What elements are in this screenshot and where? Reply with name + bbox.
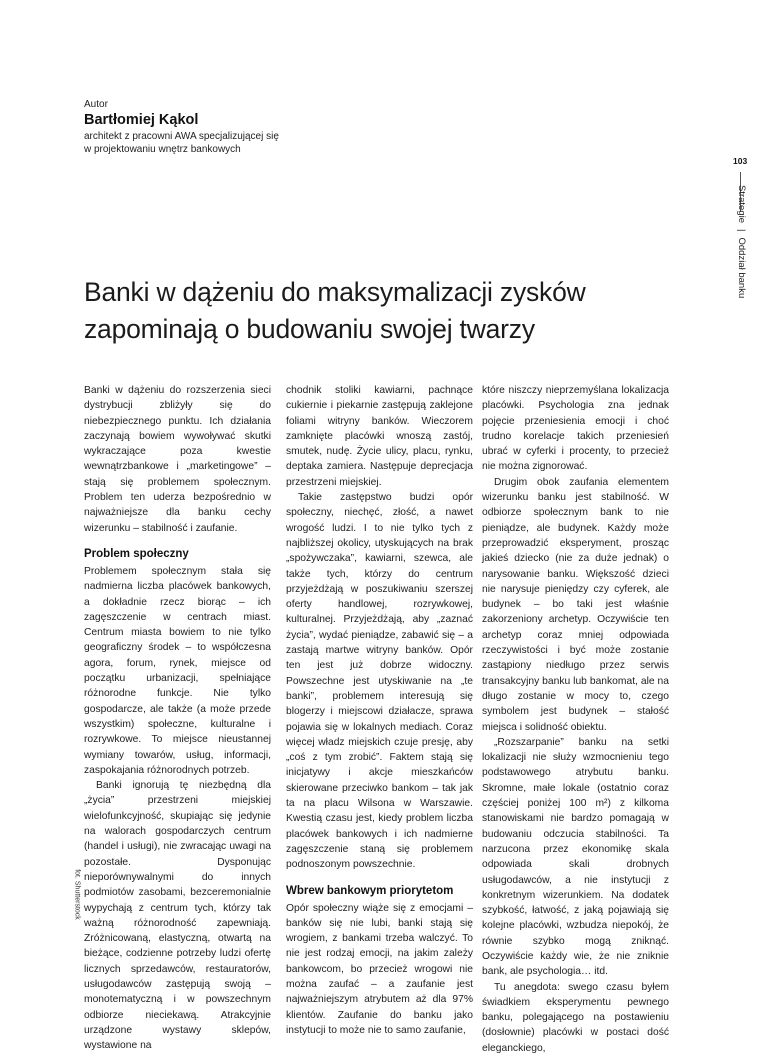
headline-line1: Banki w dążeniu do maksymalizacji zysków: [84, 277, 586, 307]
body-paragraph: Banki ignorują tę niezbędną dla „życia” przestrzeni miejskiej wielofunkcyjność, skupiając się jedynie na walorach gospodarczych centrum (handel i usługi), nie zwracając uwagi na pozostałe. Dysponując nieporównywalnymi do innych podmiotów zasobami, bezceremonialnie wypychają z centrum tych, którzy tak ważną różnorodność zapewniają. Zróżnicowaną, elastyczną, otwartą na bieżące, codzienne potrzeby ludzi ofertę licznych sprzedawców, restauratorów, usługodawców zastępują swoją – monotematyczną i w powszechnym odbiorze nieciekawą. Atrakcyjnie urządzone wystawy sklepów, wystawione na: [84, 780, 271, 1052]
body-paragraph: chodnik stoliki kawiarni, pachnące cukiernie i piekarnie zastępują zaklejone foliami witryny banków. Wieczorem zamknięte placówki wnoszą zastój, smutek, nudę. Życie ulicy, placu, rynku, deptaka zamiera. Następuje deprecjacja przestrzeni miejskiej.: [286, 385, 473, 488]
body-paragraph: Problemem społecznym stała się nadmierna liczba placówek bankowych, a dokładnie rzecz biorąc – ich zagęszczenie w centrach miast. Centrum miasta bowiem to nie tylko geograficzny środek – to współczesna agora, forum, rynek, miejsce od początku urbanizacji, spełniające różnorodne funkcje. Nie tylko gospodarcze, ale także (a może przede wszystkim) społeczne, kulturalne i rozrywkowe. To miejsce nieustannej wymiany towarów, usług, informacji, zaspokajania różnorodnych potrzeb.: [84, 565, 271, 776]
page-number: 103: [733, 156, 748, 166]
photo-credit-text: fot. Shutterstock: [73, 869, 81, 920]
section-header: [733, 185, 747, 345]
author-block: [84, 98, 384, 156]
section-separator: |: [736, 229, 747, 232]
section-category: Strategie: [736, 185, 747, 224]
body-paragraph: Opór społeczny wiąże się z emocjami – banków się nie lubi, banki stają się wrogiem, z bankami trzeba walczyć. To nie jest rodzaj emocji, na jakim zależy bankowcom, bo przecież wrogowi nie można zaufać – a zaufanie jest najważniejszym atrybutem aż dla 97% klientów. Zaufanie do banku jako instytucji to może nie to samo zaufanie,: [286, 902, 473, 1036]
article-headline: [84, 274, 644, 348]
headline-line2: zapominają o budowaniu swojej twarzy: [84, 314, 535, 344]
photo-credit: [71, 853, 83, 943]
body-paragraph: Drugim obok zaufania elementem wizerunku banku jest stabilność. W odbiorze społecznym bank to nie pieniądze, ale budynek. Każdy może przeprowadzić eksperyment, prosząc jakieś dziecko (nie za duże jednak) o narysowanie banku. Większość dzieci nie narysuje pieniędzy czy cyferek, ale budynek – bo taki jest właśnie zakorzeniony archetyp. Oczywiście ten archetyp coraz mniej odpowiada rzeczywistości i być może zostanie zastąpiony niedługo przez serwis transakcyjny banku lub bankomat, ale na długo zostanie w mocy to, czego symbolem jest budynek – stałość miejsca i solidność obiektu.: [482, 476, 669, 733]
lead-paragraph: Banki w dążeniu do rozszerzenia sieci dystrybucji zbliżyły się do niebezpiecznego punktu. Ich działania zaczynają bowiem wywoływać skutki wykraczające poza kwestie wewnątrzbankowe i „marketingowe” – stają się problemem społecznym. Problem ten uderza bezpośrednio w najważniejsze dla banku cechy wizerunku – stabilność i zaufanie.: [84, 385, 271, 534]
body-paragraph: które niszczy nieprzemyślana lokalizacja placówki. Psychologia zna jednak pojęcie przeniesienia emocji i choć trudno korelacje takich przeniesień ubrać w cyferki i procenty, to przecież nie można zignorować.: [482, 385, 669, 473]
body-paragraph: Tu anegdota: swego czasu byłem świadkiem eksperymentu pewnego banku, polegającego na postawieniu (dosłownie) placówki w postaci dość eleganckiego,: [482, 981, 669, 1054]
text-column-1: [84, 383, 271, 1053]
author-name: Bartłomiej Kąkol: [84, 112, 199, 128]
section-subcategory: Oddział banku: [736, 237, 747, 299]
text-column-2: [286, 383, 473, 1038]
author-description-line1: architekt z pracowni AWA specjalizującej się: [84, 131, 279, 142]
author-label: Autor: [84, 99, 108, 110]
text-column-3: [482, 383, 669, 1056]
subheading-bank-priorities: Wbrew bankowym priorytetom: [286, 884, 454, 897]
body-paragraph: „Rozszarpanie” banku na setki lokalizacji nie służy wzmocnieniu tego podstawowego atrybutu banku. Skromne, małe lokale (ostatnio coraz częściej poniżej 100 m²) z kilkoma stanowiskami nie bardzo pomagają w budowaniu odczucia stabilności. Ta narzucona przez ekonomikę skala odpowiada skali drobnych usługodawców, a nie instytucji z konkretnym wizerunkiem. Na dodatek szybkość, łatwość, z jaką pojawiają się kolejne placówki, wzbudza niepokój, że równie szybko mogą zniknąć. Oczywiście każdy wie, że nie zniknie bank, ale psychologia… itd.: [482, 736, 669, 978]
author-description-line2: w projektowaniu wnętrz bankowych: [84, 144, 241, 155]
subheading-social-problem: Problem społeczny: [84, 547, 189, 560]
body-paragraph: Takie zastępstwo budzi opór społeczny, niechęć, złość, a nawet wrogość ludzi. I to nie tylko tych z najbliższej okolicy, utyskujących na brak „spożywczaka”, kawiarni, szewca, ale także tych, którzy do centrum przyjeżdżają w poszukiwaniu szerszej oferty handlowej, rozrywkowej, kulturalnej. Przyjeżdżają, aby „zaznać życia”, wydać pieniądze, zabawić się – a zastają martwe witryny banków. Opór ten jest już dobrze widoczny. Powszechne jest utyskiwanie na „te banki”, problemem interesują się blogerzy i miejscowi działacze, sprawa pojawia się w lokalnych mediach. Coraz więcej władz miejskich czuje presję, aby „coś z tym zrobić”. Faktem stają się inicjatywy i akcje mieszkańców skierowane przeciwko bankom – tak jak ta na placu Wilsona w Warszawie. Kwestią czasu jest, kiedy problem liczba placówek bankowych i ich nadmierne zagęszczenie staną się problemem podnoszonym powszechnie.: [286, 492, 473, 871]
